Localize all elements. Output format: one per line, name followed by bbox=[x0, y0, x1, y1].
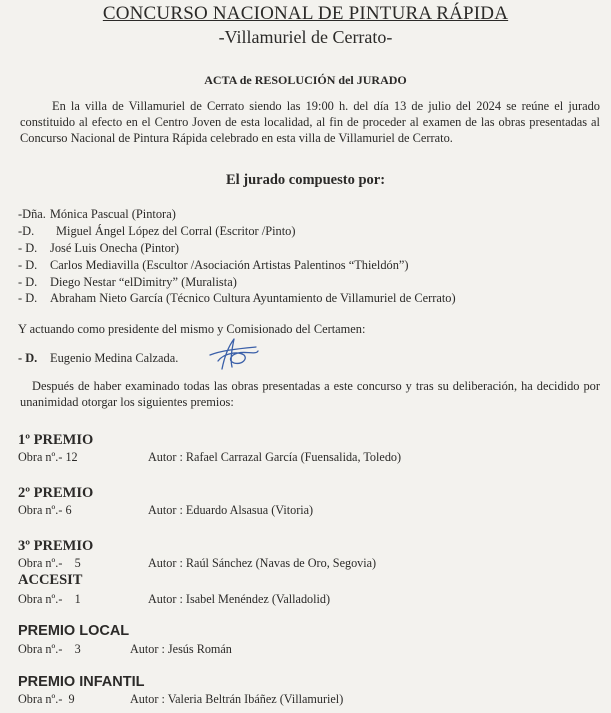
document-subtitle: -Villamuriel de Cerrato- bbox=[218, 27, 393, 47]
prize-obra bbox=[18, 556, 81, 571]
president-name: Eugenio Medina Calzada. bbox=[50, 351, 179, 365]
prize-title: ACCESIT bbox=[18, 572, 83, 588]
obra-number: 3 bbox=[74, 642, 81, 656]
obra-label: Obra nº.- bbox=[18, 592, 63, 606]
president-intro: Y actuando como presidente del mismo y Comisionado del Certamen: bbox=[18, 322, 366, 336]
prize-obra bbox=[18, 642, 81, 657]
jury-member bbox=[18, 241, 179, 256]
obra-number: 12 bbox=[65, 450, 78, 464]
obra-label: Obra nº.- bbox=[18, 642, 63, 656]
prize-obra bbox=[18, 450, 78, 465]
jury-member-prefix: - D. bbox=[18, 291, 38, 305]
document-title: CONCURSO NACIONAL DE PINTURA RÁPIDA bbox=[102, 3, 509, 24]
jury-member bbox=[18, 207, 176, 222]
intro-paragraph: En la villa de Villamuriel de Cerrato siendo las 19:00 h. del día 13 de julio del 2024 se reúne el jurado constituido al efecto en el Centro Joven de esta localidad, al fin de proceder al examen de las obras presentadas al Concurso Nacional de Pintura Rápida celebrado en esta villa de Villamuriel de Cerrato. bbox=[20, 99, 600, 146]
prize-title: PREMIO LOCAL bbox=[18, 623, 130, 639]
president-line bbox=[18, 351, 178, 366]
prize-author: Autor : Valeria Beltrán Ibáñez (Villamuriel) bbox=[130, 692, 344, 706]
obra-label: Obra nº.- bbox=[18, 556, 63, 570]
jury-heading: El jurado compuesto por: bbox=[225, 172, 386, 188]
prize-obra bbox=[18, 503, 72, 518]
obra-label: Obra nº.- bbox=[18, 450, 63, 464]
jury-member bbox=[18, 258, 409, 273]
prize-obra bbox=[18, 592, 81, 607]
obra-label: Obra nº.- bbox=[18, 692, 63, 706]
jury-member-prefix: -D. bbox=[18, 224, 35, 238]
jury-member-name: Abraham Nieto García (Técnico Cultura Ayuntamiento de Villamuriel de Cerrato) bbox=[50, 291, 456, 305]
prize-title: 2º PREMIO bbox=[18, 485, 94, 501]
obra-number: 5 bbox=[74, 556, 81, 570]
prize-author: Autor : Raúl Sánchez (Navas de Oro, Segovia) bbox=[148, 556, 377, 570]
jury-member bbox=[18, 275, 237, 290]
prize-author: Autor : Rafael Carrazal García (Fuensalida, Toledo) bbox=[148, 450, 402, 464]
jury-member-prefix: - D. bbox=[18, 258, 38, 272]
jury-member-prefix: - D. bbox=[18, 275, 38, 289]
jury-member bbox=[18, 291, 456, 306]
prize-author: Autor : Isabel Menéndez (Valladolid) bbox=[148, 592, 331, 606]
prize-title: PREMIO INFANTIL bbox=[18, 674, 145, 690]
jury-member-name: Miguel Ángel López del Corral (Escritor /Pinto) bbox=[56, 224, 296, 238]
jury-member-prefix: - D. bbox=[18, 241, 38, 255]
prize-title: 1º PREMIO bbox=[18, 432, 94, 448]
obra-number: 9 bbox=[68, 692, 75, 706]
deliberation-paragraph: Después de haber examinado todas las obras presentadas a este concurso y tras su deliberación, ha decidido por unanimidad otorgar los siguientes premios: bbox=[20, 379, 600, 410]
jury-member-name: Carlos Mediavilla (Escultor /Asociación Artistas Palentinos “Thieldón”) bbox=[50, 258, 409, 272]
prize-title: 3º PREMIO bbox=[18, 538, 94, 554]
prize-obra bbox=[18, 692, 75, 707]
jury-member bbox=[18, 224, 296, 239]
jury-member-prefix: -Dña. bbox=[18, 207, 46, 221]
jury-member-name: Diego Nestar “elDimitry” (Muralista) bbox=[50, 275, 237, 289]
jury-member-name: Mónica Pascual (Pintora) bbox=[49, 207, 176, 221]
signature bbox=[204, 337, 262, 371]
prize-author: Autor : Jesús Román bbox=[130, 642, 232, 656]
president-prefix: - D. bbox=[18, 351, 38, 365]
acta-heading: ACTA de RESOLUCIÓN del JURADO bbox=[204, 73, 407, 87]
jury-member-name: José Luis Onecha (Pintor) bbox=[50, 241, 180, 255]
obra-label: Obra nº.- bbox=[18, 503, 63, 517]
prize-author: Autor : Eduardo Alsasua (Vitoria) bbox=[148, 503, 314, 517]
obra-number: 1 bbox=[74, 592, 81, 606]
obra-number: 6 bbox=[65, 503, 72, 517]
